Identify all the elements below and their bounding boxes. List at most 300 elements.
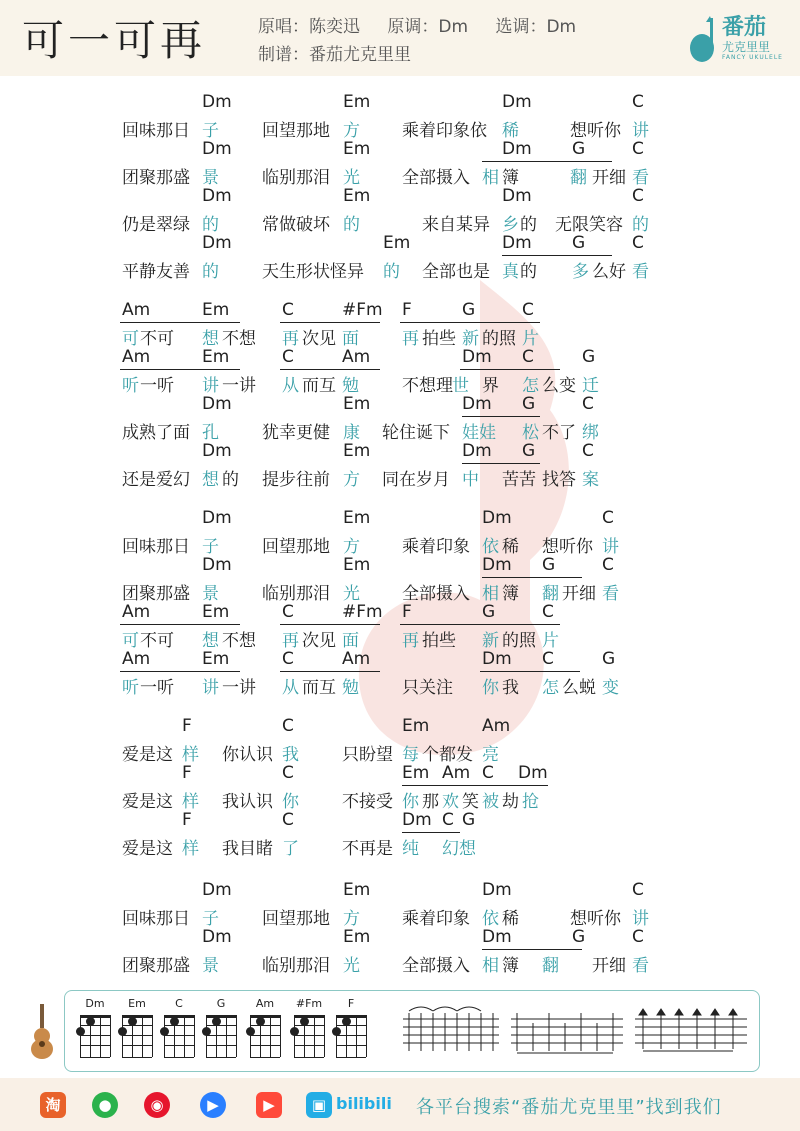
lyric-segment: 想听你 [570, 121, 621, 141]
lyric-segment: 的照 [502, 631, 536, 651]
lyric-segment: 翻 [570, 168, 587, 188]
chord-name: Em [343, 508, 371, 528]
chord-diagram-label: #Fm [295, 997, 323, 1010]
chord-name: C [282, 300, 294, 320]
lyric-segment: 从 [282, 376, 299, 396]
chord-underline [280, 322, 380, 323]
chord-name: C [282, 810, 294, 830]
lyric-segment: 子 [202, 909, 219, 929]
chord-name: C [482, 763, 494, 783]
lyric-segment: 的 [202, 262, 219, 282]
lyric-segment: 我认识 [222, 792, 273, 812]
chord-fretboard-diagram [122, 1015, 154, 1057]
lyric-segment: 可 [122, 329, 139, 349]
chord-diagram-panel [64, 990, 760, 1072]
chord-name: Em [202, 300, 230, 320]
lyric-segment: 亮 [482, 745, 499, 765]
chord-fretboard-diagram [164, 1015, 196, 1057]
chord-name: Em [402, 716, 430, 736]
lyric-segment: 提步往前 [262, 470, 330, 490]
kuaishou-icon[interactable]: ▶ [256, 1092, 282, 1118]
chord-name: Dm [502, 139, 532, 159]
lyric-segment: 欢 [442, 792, 459, 812]
lyric-segment: 我目睹 [222, 839, 273, 859]
chord-underline [462, 416, 540, 417]
lyric-segment: 看 [632, 956, 649, 976]
lyric-segment: 一讲 [222, 376, 256, 396]
lyric-segment: 次见 [302, 329, 336, 349]
lyric-segment: 样 [182, 792, 199, 812]
original-key: 原调：Dm [387, 17, 469, 37]
arranger: 制谱：番茄尤克里里 [258, 45, 411, 65]
lyric-segment: 可 [122, 631, 139, 651]
chord-name: Dm [502, 92, 532, 112]
chord-name: #Fm [342, 602, 383, 622]
lyric-segment: 临别那泪 [262, 956, 330, 976]
lyric-segment: 么蜕 [562, 678, 596, 698]
lyric-segment: 劫 [502, 792, 519, 812]
chord-name: C [632, 233, 644, 253]
chord-name: Dm [202, 555, 232, 575]
lyric-segment: 光 [343, 168, 360, 188]
chord-name: G [582, 347, 596, 367]
lyric-segment: 而互 [302, 376, 336, 396]
chord-name: G [542, 555, 556, 575]
lyric-segment: 抢 [522, 792, 539, 812]
lyric-segment: 爱是这 [122, 745, 173, 765]
lyric-segment: 而互 [302, 678, 336, 698]
chord-underline [280, 369, 380, 370]
chord-name: Em [383, 233, 411, 253]
chord-name: G [482, 602, 496, 622]
lyric-segment: 新 [462, 329, 479, 349]
chord-name: Em [343, 880, 371, 900]
lyric-segment: 讲 [602, 537, 619, 557]
lyric-segment: 笑 [462, 792, 479, 812]
lyric-segment: 怎 [542, 678, 559, 698]
lyric-segment: 我 [282, 745, 299, 765]
chord-name: Em [343, 394, 371, 414]
chord-name: Em [202, 347, 230, 367]
lyric-segment: 簿 [502, 956, 519, 976]
lyric-segment: 样 [182, 745, 199, 765]
lyric-segment: 找答 [542, 470, 576, 490]
chord-name: Em [402, 763, 430, 783]
strum-pattern-1 [399, 1001, 503, 1061]
chord-name: Am [482, 716, 511, 736]
lyric-segment: 光 [343, 956, 360, 976]
chord-underline [482, 161, 612, 162]
chord-name: Dm [402, 810, 432, 830]
lyric-segment: 勉 [342, 678, 359, 698]
chord-underline [482, 577, 582, 578]
chord-name: Dm [202, 927, 232, 947]
lyric-segment: 稀 [502, 909, 519, 929]
lyric-segment: 次见 [302, 631, 336, 651]
lyric-segment: 世 [452, 376, 469, 396]
lyric-segment: 轮住诞下 [382, 423, 450, 443]
lyric-segment: 回味那日 [122, 909, 190, 929]
lyric-segment: 不再是 [342, 839, 393, 859]
chord-name: C [582, 394, 594, 414]
chord-name: Dm [202, 508, 232, 528]
lyric-segment: 讲 [202, 376, 219, 396]
chord-fretboard-diagram [336, 1015, 368, 1057]
chord-diagram-label: Em [128, 997, 146, 1010]
lyric-segment: 临别那泪 [262, 168, 330, 188]
chord-diagram-label: G [216, 997, 226, 1010]
lyric-segment: 乘着印象依 [402, 121, 487, 141]
lyric-segment: 想听你 [542, 537, 593, 557]
lyric-segment: 变 [602, 678, 619, 698]
lyric-segment: 再 [402, 631, 419, 651]
lyric-segment: 的照 [482, 329, 516, 349]
chord-name: C [542, 602, 554, 622]
lyric-segment: 康 [343, 423, 360, 443]
chord-name: C [282, 716, 294, 736]
chord-name: Dm [482, 927, 512, 947]
chord-name: C [282, 649, 294, 669]
chord-name: Em [343, 139, 371, 159]
chord-name: Dm [202, 880, 232, 900]
lyric-segment: 仍是翠绿 [122, 215, 190, 235]
lyric-segment: 拍些 [422, 631, 456, 651]
lyric-segment: 真 [502, 262, 519, 282]
lyric-segment: 了 [282, 839, 299, 859]
lyric-segment: 看 [602, 584, 619, 604]
lyric-segment: 翻 [542, 584, 559, 604]
chord-name: C [632, 92, 644, 112]
lyric-segment: 娃娃 [462, 423, 496, 443]
chord-name: Em [202, 602, 230, 622]
chord-name: Em [202, 649, 230, 669]
chord-name: C [522, 300, 534, 320]
chord-underline [120, 322, 240, 323]
chord-name: G [572, 233, 586, 253]
lyric-segment: 中 [462, 470, 479, 490]
chord-name: Dm [482, 880, 512, 900]
lyric-segment: 再 [282, 329, 299, 349]
chord-underline [402, 832, 460, 833]
chord-name: Dm [462, 441, 492, 461]
chord-name: Dm [202, 186, 232, 206]
chord-name: C [522, 347, 534, 367]
lyric-segment: 的 [632, 215, 649, 235]
lyric-segment: 爱是这 [122, 792, 173, 812]
lyric-segment: 天生形状怪异 [262, 262, 364, 282]
chord-underline [120, 671, 240, 672]
chord-name: Am [442, 763, 471, 783]
chord-name: F [182, 716, 192, 736]
lyric-segment: 团聚那盛 [122, 584, 190, 604]
chord-name: C [282, 602, 294, 622]
lyric-segment: 的 [222, 470, 239, 490]
ukulele-icon [30, 1004, 54, 1060]
lyric-segment: 想听你 [570, 909, 621, 929]
lyric-segment: 不了 [542, 423, 576, 443]
lyric-segment: 全部摄入 [402, 584, 470, 604]
chord-underline [482, 949, 582, 950]
song-meta-line1 [258, 12, 598, 37]
lyric-segment: 的 [520, 262, 537, 282]
chord-name: F [402, 602, 412, 622]
lyric-segment: 面 [342, 329, 359, 349]
chord-diagram-label: F [347, 997, 355, 1010]
chord-name: Dm [202, 394, 232, 414]
chord-name: #Fm [342, 300, 383, 320]
lyric-segment: 回味那日 [122, 537, 190, 557]
lyric-segment: 依 [482, 909, 499, 929]
chord-underline [400, 322, 540, 323]
lyric-segment: 簿 [502, 168, 519, 188]
lyric-segment: 相 [482, 168, 499, 188]
lyric-segment: 回望那地 [262, 909, 330, 929]
chord-fretboard-diagram [206, 1015, 238, 1057]
chord-name: G [462, 810, 476, 830]
lyric-segment: 相 [482, 584, 499, 604]
youku-icon[interactable]: ▶ [200, 1092, 226, 1118]
chord-underline [462, 463, 540, 464]
lyric-segment: 成熟了面 [122, 423, 190, 443]
lyric-segment: 看 [632, 168, 649, 188]
lyric-segment: 勉 [342, 376, 359, 396]
lyric-segment: 一讲 [222, 678, 256, 698]
lyric-segment: 景 [202, 584, 219, 604]
chord-name: G [522, 441, 536, 461]
lyric-segment: 不可 [140, 329, 174, 349]
selected-key: 选调：Dm [495, 17, 577, 37]
chord-name: C [602, 555, 614, 575]
lyric-segment: 被 [482, 792, 499, 812]
chord-name: Dm [202, 441, 232, 461]
lyric-segment: 乘着印象 [402, 537, 470, 557]
lyric-segment: 你 [482, 678, 499, 698]
lyric-segment: 不想 [222, 329, 256, 349]
chord-name: G [462, 300, 476, 320]
chord-name: G [602, 649, 616, 669]
lyric-segment: 开细 [592, 956, 626, 976]
lyric-segment: 乡 [502, 215, 519, 235]
lyric-segment: 松 [522, 423, 539, 443]
chord-diagram-label: Am [255, 997, 275, 1010]
header [0, 0, 800, 76]
lyric-segment: 面 [342, 631, 359, 651]
lyric-segment: 的 [343, 215, 360, 235]
lyric-segment: 临别那泪 [262, 584, 330, 604]
weibo-icon[interactable]: ◉ [144, 1092, 170, 1118]
chord-name: Em [343, 186, 371, 206]
lyric-segment: 常做破坏 [262, 215, 330, 235]
lyric-segment: 怎 [522, 376, 539, 396]
lyric-segment: 苦苦 [502, 470, 536, 490]
lyric-segment: 无限笑容 [555, 215, 623, 235]
lyric-segment: 你认识 [222, 745, 273, 765]
chord-name: Dm [482, 508, 512, 528]
chord-underline [400, 624, 560, 625]
chord-name: C [442, 810, 454, 830]
chord-underline [120, 624, 240, 625]
chord-name: Em [343, 555, 371, 575]
logo-tiny-text: FANCY UKULELE [722, 54, 783, 61]
lyric-segment: 方 [343, 909, 360, 929]
lyric-segment: 回味那日 [122, 121, 190, 141]
lyric-segment: 你 [282, 792, 299, 812]
chord-name: F [402, 300, 412, 320]
strum-pattern-3 [633, 1001, 749, 1061]
chord-underline [502, 255, 612, 256]
lyric-segment: 子 [202, 121, 219, 141]
lyric-segment: 想 [202, 329, 219, 349]
lyric-segment: 回望那地 [262, 537, 330, 557]
singer: 原唱：陈奕迅 [258, 17, 360, 37]
song-meta-line2 [258, 40, 433, 65]
chord-name: C [602, 508, 614, 528]
chord-name: C [632, 186, 644, 206]
lyric-segment: 多 [572, 262, 589, 282]
chord-name: C [632, 927, 644, 947]
lyric-segment: 看 [632, 262, 649, 282]
chord-name: Dm [202, 139, 232, 159]
lyric-segment: 还是爱幻 [122, 470, 190, 490]
chord-name: Am [122, 602, 151, 622]
lyric-segment: 团聚那盛 [122, 168, 190, 188]
lyric-segment: 听 [122, 376, 139, 396]
lyric-segment: 稀 [502, 537, 519, 557]
lyric-segment: 不想理 [402, 376, 453, 396]
footer-search-text: 各平台搜索“番茄尤克里里”找到我们 [416, 1097, 722, 1118]
lyric-segment: 迁 [582, 376, 599, 396]
chord-underline [120, 369, 240, 370]
chord-diagram-label: C [175, 997, 183, 1010]
chord-name: C [282, 347, 294, 367]
lyric-segment: 开细 [562, 584, 596, 604]
lyric-segment: 方 [343, 537, 360, 557]
lyric-segment: 界 [482, 376, 499, 396]
chord-name: Dm [482, 555, 512, 575]
lyric-segment: 新 [482, 631, 499, 651]
lyric-segment: 翻 [542, 956, 559, 976]
chord-name: Dm [502, 186, 532, 206]
lyric-segment: 稀 [502, 121, 519, 141]
chord-name: Dm [462, 394, 492, 414]
lyric-segment: 全部摄入 [402, 168, 470, 188]
lyric-segment: 不接受 [342, 792, 393, 812]
chord-name: Am [122, 300, 151, 320]
lyric-segment: 想 [202, 470, 219, 490]
lyric-segment: 来自某异 [422, 215, 490, 235]
lyric-segment: 么好 [592, 262, 626, 282]
chord-fretboard-diagram [294, 1015, 326, 1057]
chord-name: Dm [502, 233, 532, 253]
lyric-segment: 纯 [402, 839, 419, 859]
lyric-segment: 个都发 [422, 745, 473, 765]
lyric-segment: 依 [482, 537, 499, 557]
lyric-segment: 只关注 [402, 678, 453, 698]
chord-underline [402, 785, 548, 786]
chord-name: Dm [202, 92, 232, 112]
chord-underline [460, 369, 560, 370]
lyric-segment: 再 [402, 329, 419, 349]
lyric-segment: 簿 [502, 584, 519, 604]
lyric-segment: 讲 [632, 121, 649, 141]
lyric-segment: 的 [383, 262, 400, 282]
lyric-segment: 讲 [202, 678, 219, 698]
lyric-segment: 那 [422, 792, 439, 812]
lyric-segment: 一听 [140, 376, 174, 396]
chord-name: Dm [462, 347, 492, 367]
strum-pattern-2 [509, 1001, 625, 1061]
bilibili-wordmark: bilibili [336, 1094, 392, 1113]
lyric-segment: 绑 [582, 423, 599, 443]
lyric-segment: 从 [282, 678, 299, 698]
lyric-segment: 幻想 [442, 839, 476, 859]
lyric-segment: 样 [182, 839, 199, 859]
lyric-segment: 相 [482, 956, 499, 976]
lyric-segment: 再 [282, 631, 299, 651]
chord-name: G [572, 139, 586, 159]
chord-underline [280, 624, 380, 625]
lyric-segment: 讲 [632, 909, 649, 929]
chord-name: C [582, 441, 594, 461]
lyric-segment: 乘着印象 [402, 909, 470, 929]
lyric-segment: 不可 [140, 631, 174, 651]
taobao-icon[interactable]: 淘 [40, 1092, 66, 1118]
lyric-segment: 每 [402, 745, 419, 765]
chord-name: G [572, 927, 586, 947]
lyric-segment: 想 [202, 631, 219, 651]
chord-name: C [282, 763, 294, 783]
lyric-segment: 案 [582, 470, 599, 490]
lyric-segment: 一听 [140, 678, 174, 698]
lyric-segment: 全部摄入 [402, 956, 470, 976]
lyric-segment: 平静友善 [122, 262, 190, 282]
chord-underline [280, 671, 380, 672]
lyric-segment: 只盼望 [342, 745, 393, 765]
lyric-segment: 景 [202, 168, 219, 188]
chord-name: Em [343, 441, 371, 461]
chord-underline [480, 671, 580, 672]
lyric-segment: 你 [402, 792, 419, 812]
lyric-segment: 光 [343, 584, 360, 604]
chord-name: Am [122, 347, 151, 367]
bilibili-icon[interactable]: ▣ [306, 1092, 332, 1118]
chord-name: Dm [202, 233, 232, 253]
chord-name: Am [122, 649, 151, 669]
chord-name: C [632, 139, 644, 159]
lyric-segment: 方 [343, 470, 360, 490]
chord-name: C [542, 649, 554, 669]
lyric-segment: 不想 [222, 631, 256, 651]
lyric-segment: 回望那地 [262, 121, 330, 141]
lyric-segment: 子 [202, 537, 219, 557]
logo-text: 番茄 [722, 15, 767, 40]
lyric-segment: 方 [343, 121, 360, 141]
chord-fretboard-diagram [80, 1015, 112, 1057]
chord-name: F [182, 763, 192, 783]
chord-name: C [632, 880, 644, 900]
lyric-segment: 听 [122, 678, 139, 698]
lyric-segment: 开细 [592, 168, 626, 188]
lyric-segment: 片 [522, 329, 539, 349]
wechat-icon[interactable]: ● [92, 1092, 118, 1118]
lyric-segment: 片 [542, 631, 559, 651]
lyric-segment: 我 [502, 678, 519, 698]
lyric-segment: 景 [202, 956, 219, 976]
chord-name: F [182, 810, 192, 830]
chord-name: Am [342, 649, 371, 669]
chord-name: Em [343, 927, 371, 947]
chord-diagram-label: Dm [85, 997, 105, 1010]
